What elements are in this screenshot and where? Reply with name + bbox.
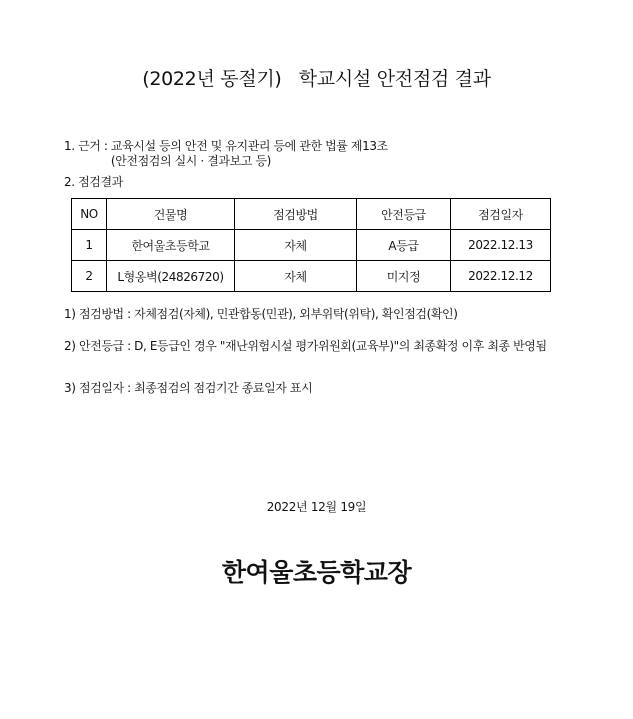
principal-signature: 한여울초등학교장	[221, 558, 412, 587]
note-number: 1)	[64, 307, 79, 321]
header-grade: 안전등급	[357, 199, 451, 230]
results-table	[71, 198, 551, 292]
note-number: 3)	[64, 381, 79, 395]
basis-line-1: 교육시설 등의 안전 및 유지관리 등에 관한 법률 제13조	[110, 139, 388, 153]
cell-no: 2	[72, 261, 107, 292]
basis-line-2: (안전점검의 실시 · 결과보고 등)	[110, 154, 271, 168]
note-text: 점검방법 : 자체점검(자체), 민관합동(민관), 외부위탁(위탁), 확인점검(확인)	[78, 307, 458, 321]
cell-date: 2022.12.12	[451, 261, 551, 292]
cell-method: 자체	[235, 261, 357, 292]
table-header-row	[72, 199, 551, 230]
header-date: 점검일자	[451, 199, 551, 230]
basis-number: 1. 근거 :	[64, 139, 111, 153]
header-building: 건물명	[107, 199, 235, 230]
document-title: (2022년 동절기) 학교시설 안전점검 결과	[142, 68, 491, 90]
cell-building: 한여울초등학교	[107, 230, 235, 261]
note-text: 안전등급 : D, E등급인 경우 "재난위험시설 평가위원회(교육부)"의 최종확정 이후 최종 반영됨	[78, 339, 547, 353]
results-heading: 2. 점검결과	[64, 175, 123, 189]
cell-method: 자체	[235, 230, 357, 261]
note-date	[64, 381, 574, 395]
note-grade	[64, 339, 574, 353]
note-number: 2)	[64, 339, 79, 353]
issue-date: 2022년 12월 19일	[266, 500, 367, 514]
cell-no: 1	[72, 230, 107, 261]
cell-grade: 미지정	[357, 261, 451, 292]
basis-section	[64, 139, 584, 169]
note-method	[64, 307, 574, 321]
header-method: 점검방법	[235, 199, 357, 230]
header-no: NO	[72, 199, 107, 230]
table-row	[72, 230, 551, 261]
cell-date: 2022.12.13	[451, 230, 551, 261]
note-text: 점검일자 : 최종점검의 점검기간 종료일자 표시	[78, 381, 313, 395]
cell-grade: A등급	[357, 230, 451, 261]
cell-building: L형옹벽(24826720)	[107, 261, 235, 292]
table-row	[72, 261, 551, 292]
